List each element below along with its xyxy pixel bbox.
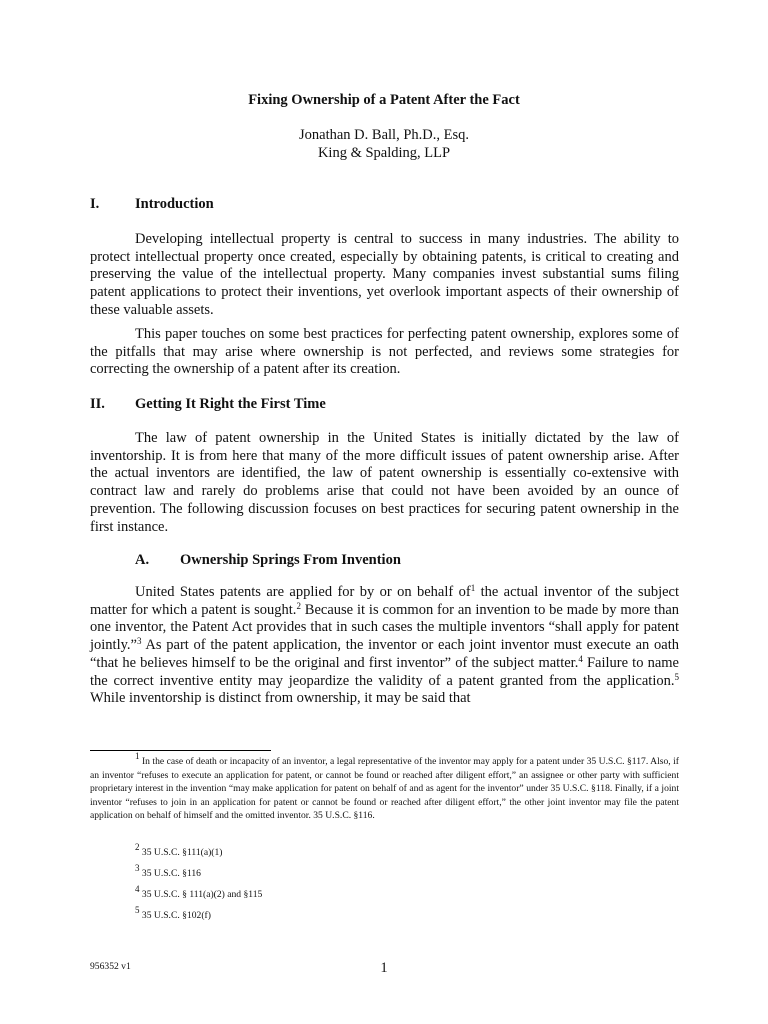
footnote-text: 35 U.S.C. § 111(a)(2) and §115 — [139, 889, 263, 900]
footnote-text: In the case of death or incapacity of an inventor, a legal representative of the inventor may apply for a patent under 35 U.S.C. §117. Also, if an inventor “refuses to execute an application for patent, or cannot be found or reached after diligent effort,” an assignee or other party with sufficient proprietary interest in the invention “may make application for patent on behalf of and as agent for the inventor” under 35 U.S.C. §118. Finally, if a joint inventor “refuses to join in an application for patent or cannot be found or reached after diligent effort,” the other joint inventor may file the patent application on behalf of himself and the omitted inventor. 35 U.S.C. §116. — [90, 756, 679, 822]
paper-title: Fixing Ownership of a Patent After the Fact — [248, 92, 520, 108]
footnote-number: 1 — [135, 751, 140, 761]
footnote-4 — [135, 884, 263, 901]
page-number: 1 — [380, 960, 388, 976]
paragraph-text: While inventorship is distinct from ownership, it may be said that — [90, 690, 471, 707]
subsection-heading-springs — [135, 552, 401, 569]
footnote-text: 35 U.S.C. §111(a)(1) — [139, 847, 223, 858]
section-title: Getting It Right the First Time — [135, 396, 326, 412]
footnote-number: 4 — [135, 884, 140, 894]
footnote-text: 35 U.S.C. §102(f) — [139, 910, 211, 921]
author-block — [0, 126, 768, 162]
section-number: I. — [90, 196, 100, 212]
footnote-5 — [135, 905, 211, 922]
intro-paragraph-2: This paper touches on some best practices for perfecting patent ownership, explores some of the pitfalls that may arise where ownership is not perfected, and reviews some strategies for correcting the ownership of a patent after its creation. — [90, 326, 679, 378]
footnote-ref[interactable]: 1 — [470, 583, 476, 593]
first-time-paragraph: The law of patent ownership in the United States is initially dictated by the law of inventorship. It is from here that many of the more difficult issues of patent ownership arise. After the actual inventors are identified, the law of patent ownership is essentially co-extensive with contract law and rarely do problems arise that could not have been avoided by an ounce of prevention. The following discussion focuses on best practices for securing patent ownership in the first instance. — [90, 430, 679, 535]
section-heading-first-time — [90, 396, 326, 413]
footnote-text: 35 U.S.C. §116 — [139, 868, 201, 879]
footnote-separator — [90, 750, 271, 751]
footnote-ref[interactable]: 2 — [296, 600, 301, 611]
author-firm: King & Spalding, LLP — [317, 145, 451, 161]
footnote-ref[interactable]: 4 — [578, 653, 583, 664]
footnote-ref[interactable]: 3 — [136, 636, 142, 647]
paragraph-text: United States patents are applied for by or on behalf of — [135, 584, 471, 600]
intro-paragraph-1: Developing intellectual property is central to success in many industries. The ability to protect intellectual property once created, especially by obtaining patents, is critical to creating and preserving the value of the intellectual property. Many companies invest substantial sums filing patent applications to protect their inventions, yet overlook important aspects of their ownership of these valuable assets. — [90, 231, 679, 318]
footnote-ref[interactable]: 5 — [674, 671, 679, 682]
footnote-3 — [135, 863, 201, 880]
section-title: Introduction — [135, 196, 214, 212]
springs-paragraph — [90, 584, 679, 708]
paragraph-text: Failure to name the correct inventive entity may jeopardize the validity of a patent granted from the application. — [90, 654, 679, 689]
author-name: Jonathan D. Ball, Ph.D., Esq. — [299, 127, 469, 143]
section-number: II. — [90, 396, 105, 412]
paragraph-text: the actual inventor of the subject matter for which a patent is sought. — [90, 584, 680, 618]
footnote-number: 3 — [135, 863, 140, 873]
section-heading-introduction — [90, 196, 214, 213]
footnote-1 — [90, 751, 679, 823]
paragraph-text: As part of the patent application, the inventor or each joint inventor must execute an oath “that he believes himself to be the original and first inventor” of the subject matter. — [90, 637, 679, 671]
footnote-2 — [135, 842, 223, 859]
footnote-number: 5 — [135, 905, 140, 915]
subsection-title: Ownership Springs From Invention — [180, 552, 401, 568]
paragraph-text: Because it is common for an invention to be made by more than one inventor, the Patent Act provides that in such cases the multiple inventors “shall apply for patent jointly.” — [90, 601, 680, 654]
subsection-number: A. — [135, 552, 150, 568]
footnote-number: 2 — [135, 842, 140, 852]
document-id: 956352 v1 — [90, 961, 131, 972]
